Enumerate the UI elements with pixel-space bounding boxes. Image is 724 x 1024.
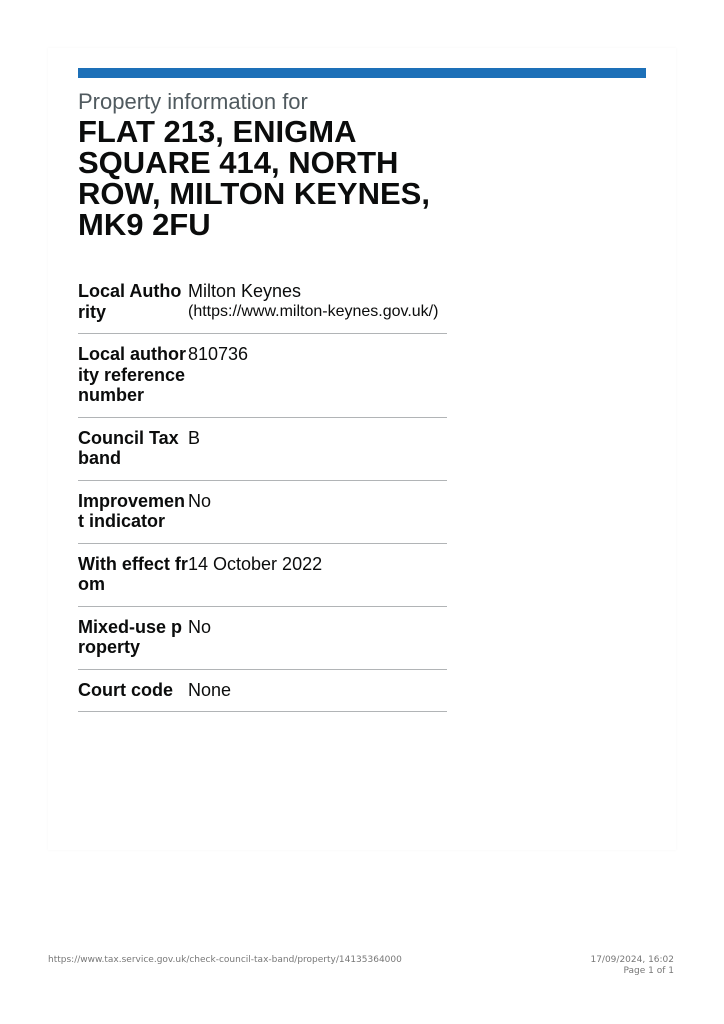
- local-authority-link[interactable]: (https://www.milton-keynes.gov.uk/): [188, 302, 439, 320]
- summary-key: Improvement indicator: [78, 490, 186, 531]
- summary-row-reference-number: [78, 334, 447, 418]
- summary-value: 14 October 2022: [188, 553, 323, 574]
- summary-key: Local authority reference number: [78, 344, 187, 405]
- page-title-line: MK9 2FU: [78, 207, 211, 242]
- summary-key: Court code: [78, 679, 174, 700]
- page-caption: Property information for: [78, 89, 308, 114]
- summary-row-local-authority: [78, 271, 447, 334]
- summary-value: No: [188, 490, 212, 511]
- page-title-line: SQUARE 414, NORTH: [78, 145, 399, 180]
- header-accent-bar: [78, 68, 646, 78]
- print-footer-url: https://www.tax.service.gov.uk/check-council-tax-band/property/14135364000: [48, 955, 402, 965]
- summary-value: B: [188, 427, 201, 448]
- summary-key: Mixed-use property: [78, 616, 183, 657]
- summary-key: With effect from: [78, 553, 188, 594]
- summary-row-council-tax-band: [78, 418, 447, 481]
- summary-value: [188, 271, 447, 333]
- local-authority-name: Milton Keynes: [188, 281, 302, 301]
- summary-row-improvement-indicator: [78, 481, 447, 544]
- print-timestamp: 17/09/2024, 16:02: [590, 955, 674, 965]
- page-title-line: FLAT 213, ENIGMA: [78, 114, 357, 149]
- summary-key: Council Tax band: [78, 427, 179, 468]
- page-title-line: ROW, MILTON KEYNES,: [78, 176, 430, 211]
- page-number: Page 1 of 1: [623, 966, 674, 976]
- page-title: [78, 116, 478, 240]
- summary-value: None: [188, 679, 232, 700]
- print-footer-meta: [590, 955, 674, 977]
- summary-row-effective-date: [78, 544, 447, 607]
- summary-value: No: [188, 616, 212, 637]
- property-summary-list: [78, 271, 447, 712]
- summary-key: Local Authority: [78, 281, 182, 322]
- summary-row-court-code: [78, 670, 447, 713]
- summary-row-mixed-use: [78, 607, 447, 670]
- summary-value: 810736: [188, 344, 249, 364]
